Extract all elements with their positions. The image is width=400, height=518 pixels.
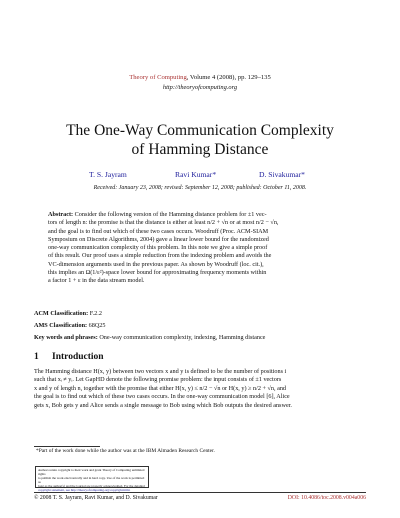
license-line: long as the author(s) and the journal are properly acknowledged. For the detailed: [38, 484, 145, 488]
footnote: *Part of the work done while the author was at the IBM Almaden Research Center.: [36, 448, 215, 454]
abstract-line: VC-dimension arguments used in the previous paper. As shown by Woodruff (loc. cit.),: [48, 260, 264, 268]
author-sivakumar[interactable]: D. Sivakumar*: [259, 170, 305, 179]
intro-paragraph: [34, 368, 366, 410]
author-jayram[interactable]: T. S. Jayram: [89, 170, 127, 179]
keywords-value: One-way communication complexity, indexing, Hamming distance: [99, 334, 266, 341]
footer-divider: [34, 492, 366, 493]
intro-line: such that xᵢ ≠ yᵢ. Let GapHD denote the following promise problem: the input consists of ±1 vectors: [34, 376, 282, 384]
abstract-line: of this result. Our proof uses a simple reduction from the indexing problem and avoids the: [48, 252, 272, 260]
ams-classification: [34, 322, 106, 329]
acm-classification: [34, 310, 102, 317]
author-kumar[interactable]: Ravi Kumar*: [175, 170, 217, 179]
section-title: Introduction: [52, 352, 104, 362]
abstract-line: this implies an Ω(1/ε²)-space lower bound for approximating frequency moments within: [48, 269, 267, 277]
ams-label: AMS Classification:: [34, 322, 88, 329]
license-line: Authors retain copyright to their work and grant Theory of Computing unlimited rights: [38, 468, 145, 476]
abstract-line: a factor 1 + ε in the data stream model.: [48, 277, 145, 285]
paper-title: [0, 121, 400, 159]
abstract-label: Abstract:: [48, 211, 74, 218]
keywords: [34, 334, 265, 341]
intro-line: x and y of length n, together with the promise that either H(x, y) ≤ n/2 − √n or H(x, y) ≥ n/2 + √n, and: [34, 384, 287, 392]
intro-line: The Hamming distance H(x, y) between two vectors x and y is defined to be the number of positions i: [34, 368, 287, 375]
abstract-line: Consider the following version of the Hamming distance problem for ±1 vec-: [74, 211, 267, 218]
doi-link[interactable]: DOI: 10.4086/toc.2008.v004a006: [287, 495, 366, 501]
license-line: to publish the work electronically and in hard copy. Use of the work is permitted as: [38, 476, 145, 484]
ams-value: 68Q25: [88, 322, 106, 329]
copyright-notice: © 2008 T. S. Jayram, Ravi Kumar, and D. Sivakumar: [34, 495, 158, 501]
title-line-2: of Hamming Distance: [131, 141, 269, 158]
abstract-line: Symposium on Discrete Algorithms, 2004) gave a linear lower bound for the randomized: [48, 235, 269, 243]
keywords-label: Key words and phrases:: [34, 334, 98, 341]
license-box: [35, 466, 149, 492]
received-dates: Received: January 23, 2008; revised: September 12, 2008; published: October 11, 2008.: [93, 185, 307, 191]
acm-label: ACM Classification:: [34, 310, 89, 317]
journal-volume: , Volume 4 (2008), pp. 129–135: [186, 74, 271, 81]
abstract-line: and the goal is to find out which of these two cases occurs. Woodruff (Proc. ACM-SIAM: [48, 227, 269, 235]
section-number: 1: [34, 352, 39, 362]
journal-name[interactable]: Theory of Computing: [129, 74, 187, 81]
title-line-1: The One-Way Communication Complexity: [66, 122, 334, 139]
license-link-line[interactable]: copyright statement, see http://theoryofcomputing.org/copyright.html.: [38, 488, 131, 492]
intro-line: the goal is to find out which of these two cases occurs. In the one-way communication model [6], Alice: [34, 393, 290, 401]
acm-value: F.2.2: [89, 310, 102, 317]
journal-site-link[interactable]: http://theoryofcomputing.org: [162, 84, 238, 91]
abstract: [48, 211, 354, 286]
intro-line: gets x, Bob gets y and Alice sends a single message to Bob using which Bob outputs the desired answer.: [34, 401, 292, 409]
section-heading: [34, 352, 104, 362]
abstract-line: one-way communication complexity of this problem. In this note we give a simple proof: [48, 244, 268, 252]
journal-header: [0, 74, 400, 81]
abstract-line: tors of length n: the promise is that the distance is either at least n/2 + √n or at most n/2 − √n,: [48, 219, 279, 227]
footnote-divider: [34, 446, 100, 447]
